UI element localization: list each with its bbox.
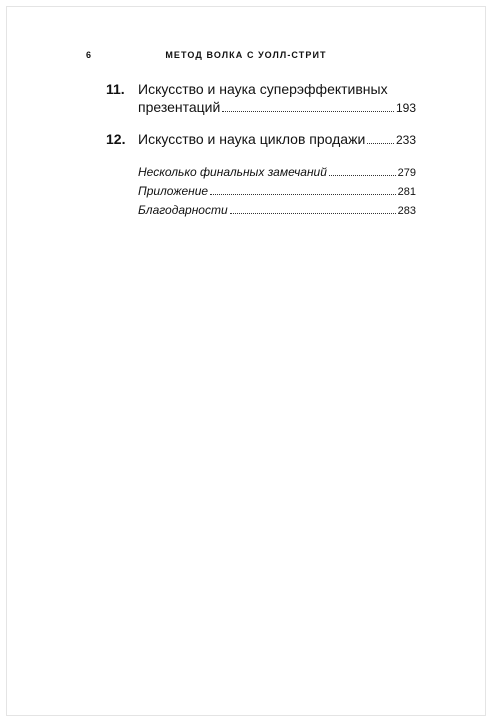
toc-entry-final-notes[interactable] — [138, 163, 416, 182]
chapter-title: Искусство и наука суперэффективных — [138, 81, 388, 97]
back-matter-list — [138, 163, 416, 220]
page-reference: 279 — [397, 167, 416, 179]
page-reference: 193 — [395, 101, 416, 115]
table-of-contents — [106, 80, 416, 220]
toc-entry-acknowledgements[interactable] — [138, 201, 416, 220]
toc-entry-appendix[interactable] — [138, 182, 416, 201]
entry-title: Несколько финальных замечаний — [138, 165, 327, 179]
dot-leader — [222, 111, 394, 112]
dot-leader — [367, 143, 394, 144]
page-reference: 281 — [397, 186, 416, 198]
entry-title: Благодарности — [138, 203, 228, 217]
chapter-number: 12. — [106, 131, 126, 147]
entry-title: Приложение — [138, 184, 209, 198]
book-title: МЕТОД ВОЛКА С УОЛЛ-СТРИТ — [165, 50, 327, 60]
chapter-title-continued: презентаций — [138, 99, 221, 115]
dot-leader — [210, 194, 396, 195]
running-head — [0, 50, 492, 64]
page-reference: 233 — [395, 133, 416, 147]
chapter-title: Искусство и наука циклов продажи — [138, 131, 366, 147]
toc-entry-chapter-12[interactable] — [106, 130, 416, 149]
dot-leader — [329, 175, 396, 176]
dot-leader — [230, 213, 396, 214]
chapter-number: 11. — [106, 81, 125, 97]
toc-entry-chapter-11[interactable] — [106, 80, 416, 117]
page-number: 6 — [86, 50, 93, 60]
page-reference: 283 — [397, 205, 416, 217]
